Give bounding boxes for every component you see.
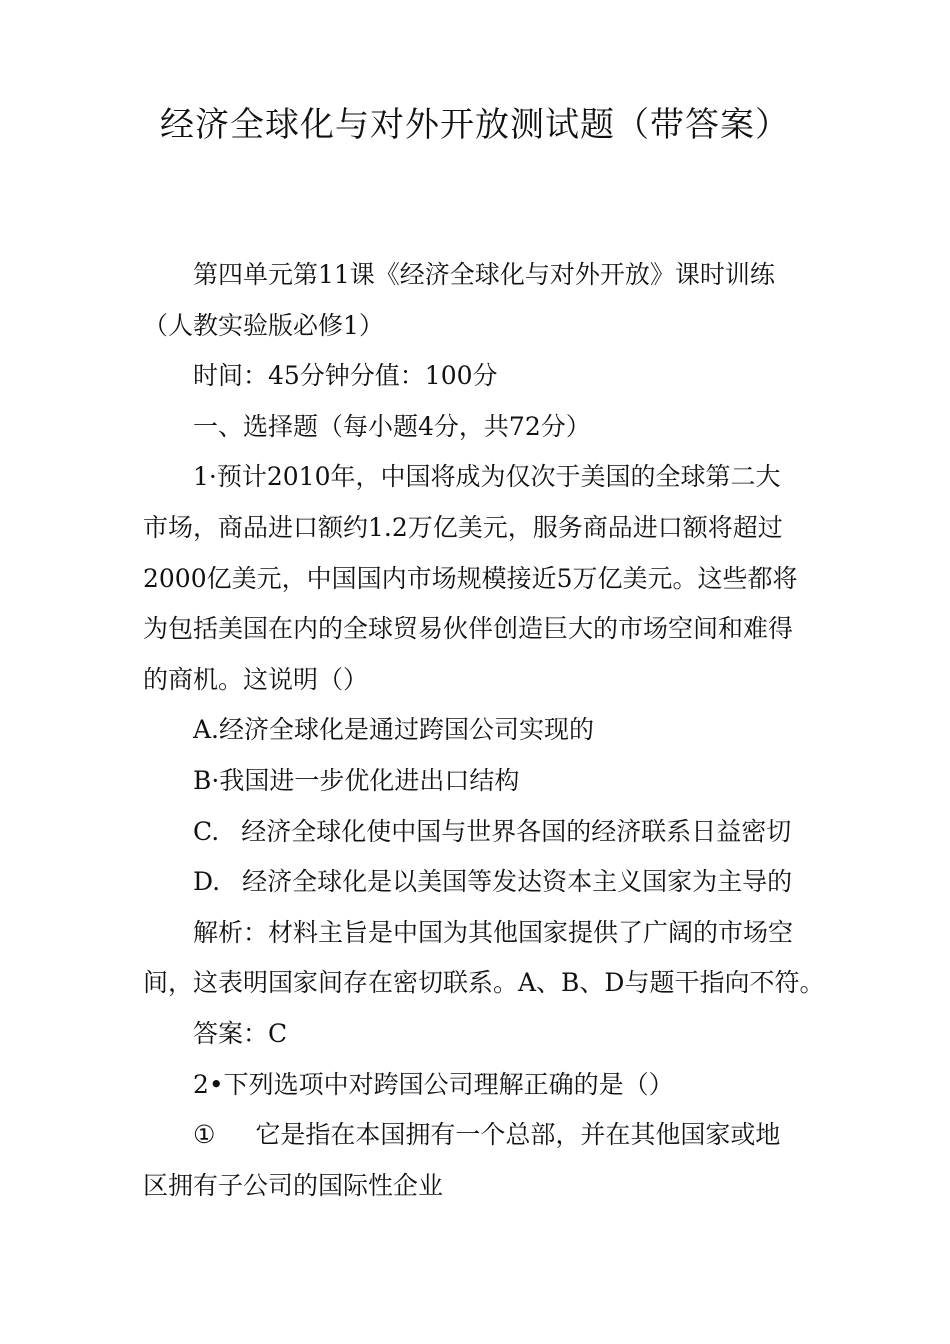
question-1-line1: 1·预计2010年，中国将成为仅次于美国的全球第二大 — [193, 462, 781, 492]
option-d-text: 经济全球化是以美国等发达资本主义国家为主导的 — [242, 867, 793, 897]
option-c-text: 经济全球化使中国与世界各国的经济联系日益密切 — [241, 816, 792, 846]
question-2-item-1-line2: 区拥有子公司的国际性企业 — [143, 1170, 444, 1200]
option-c — [143, 807, 815, 858]
option-b: B·我国进一步优化进出口结构 — [193, 765, 520, 795]
question-1-line3: 2000亿美元，中国国内市场规模接近5万亿美元。这些都将 — [143, 563, 798, 593]
option-d — [143, 857, 815, 908]
answer-1: 答案：C — [193, 1018, 288, 1048]
item-1-text: 它是指在本国拥有一个总部，并在其他国家或地 — [255, 1120, 781, 1150]
question-2: 2•下列选项中对跨国公司理解正确的是（） — [193, 1069, 674, 1099]
question-2-item-1-line1 — [143, 1110, 815, 1161]
document-title: 经济全球化与对外开放测试题（带答案） — [160, 105, 790, 145]
option-a: A.经济全球化是通过跨国公司实现的 — [193, 715, 595, 745]
document-body — [143, 250, 825, 1211]
lesson-heading-line2: （人教实验版必修1） — [143, 310, 384, 340]
question-1-line5: 的商机。这说明（） — [143, 664, 369, 694]
analysis-line2: 间，这表明国家间存在密切联系。A、B、D与题干指向不符。 — [143, 968, 825, 998]
analysis-line1: 解析：材料主旨是中国为其他国家提供了广阔的市场空 — [193, 917, 794, 947]
section-heading: 一、选择题（每小题4分，共72分） — [193, 411, 591, 441]
question-1-line4: 为包括美国在内的全球贸易伙伴创造巨大的市场空间和难得 — [143, 614, 794, 644]
lesson-heading-line1: 第四单元第11课《经济全球化与对外开放》课时训练 — [193, 260, 775, 289]
question-1-line2: 市场，商品进口额约1.2万亿美元，服务商品进口额将超过 — [143, 512, 783, 542]
item-1-marker: ① — [193, 1120, 216, 1150]
option-c-marker: C. — [193, 816, 220, 846]
time-score-line: 时间：45分钟分值：100分 — [193, 361, 498, 391]
option-d-marker: D. — [193, 867, 221, 897]
